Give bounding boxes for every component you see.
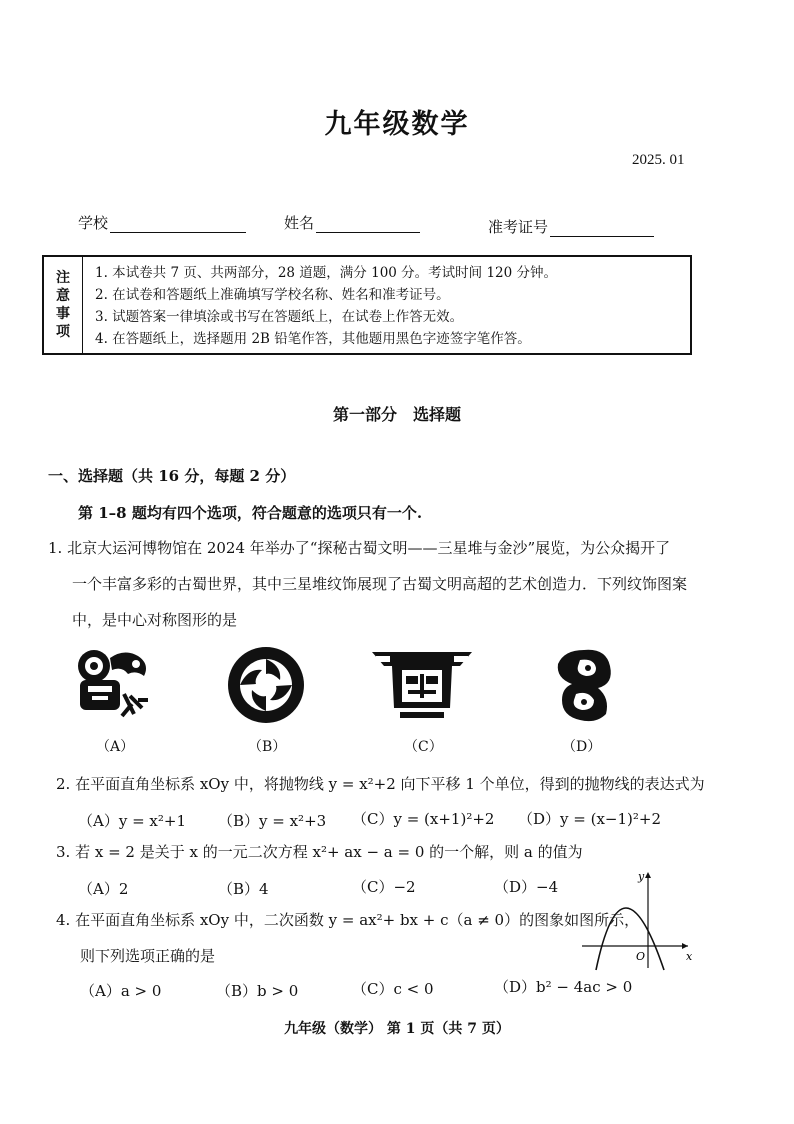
school-label: 学校 [78,214,109,232]
page-title: 九年级数学 [324,109,470,140]
q4-stem: 4. 在平面直角坐标系 xOy 中，二次函数 y = ax²+ bx + c（a ≠ 0）的图象如图所示， [56,911,640,929]
section-note: 第 1–8 题均有四个选项，符合题意的选项只有一个. [78,504,423,522]
school-blank[interactable] [110,216,246,233]
q4-stem-2: 则下列选项正确的是 [80,947,216,965]
q2-stem: 2. 在平面直角坐标系 xOy 中，将抛物线 y = x²+2 向下平移 1 个单位，得到的抛物线的表达式为 [56,775,705,793]
name-field[interactable] [284,212,420,233]
q3-option-c[interactable]: （C）−2 [352,878,416,896]
q3-option-a[interactable]: （A）2 [78,880,129,898]
q3-option-d[interactable]: （D）−4 [494,878,559,896]
notice-list [83,257,557,353]
notice-heading: 注 意 事 项 [44,257,83,353]
pattern-d-label: （D） [562,739,602,755]
q2-option-c[interactable]: （C）y = (x+1)²+2 [352,810,495,828]
q4-parabola-graph [576,868,696,972]
exam-id-blank[interactable] [550,220,654,237]
q3-stem: 3. 若 x = 2 是关于 x 的一元二次方程 x²+ ax − a = 0 的一个解，则 a 的值为 [56,843,583,861]
q4-option-d[interactable]: （D）b² − 4ac > 0 [494,978,633,996]
pattern-b-label: （B） [248,739,287,755]
notice-item: 2. 在试卷和答题纸上准确填写学校名称、姓名和准考证号。 [95,287,450,303]
pattern-d-icon [540,644,628,726]
y-axis-label: y [638,870,645,883]
part-title: 第一部分 选择题 [332,405,461,424]
notice-item: 3. 试题答案一律填涂或书写在答题纸上，在试卷上作答无效。 [95,309,464,325]
pattern-c-label: （C） [404,739,443,755]
q4-option-c[interactable]: （C）c < 0 [352,980,434,998]
q2-option-a[interactable]: （A）y = x²+1 [78,812,186,830]
page-footer: 九年级（数学） 第 1 页（共 7 页） [284,1021,510,1037]
q4-option-a[interactable]: （A）a > 0 [80,982,162,1000]
q1-line-3: 中，是中心对称图形的是 [72,611,238,629]
name-label: 姓名 [284,214,315,232]
pattern-a-label: （A） [96,739,135,755]
pattern-a-icon [72,644,160,726]
section-title: 一、选择题（共 16 分，每题 2 分） [48,467,296,485]
q1-line-1: 1. 北京大运河博物馆在 2024 年举办了“探秘古蜀文明——三星堆与金沙”展览，为公众揭开了 [48,539,671,557]
x-axis-label: x [686,950,693,963]
notice-box [42,255,692,355]
pattern-b-icon [222,644,310,726]
q2-option-b[interactable]: （B）y = x²+3 [218,812,327,830]
origin-label: O [636,950,646,963]
parabola-curve [596,908,664,970]
q1-line-2: 一个丰富多彩的古蜀世界，其中三星堆纹饰展现了古蜀文明高超的艺术创造力．下列纹饰图案 [72,575,688,593]
q2-option-d[interactable]: （D）y = (x−1)²+2 [518,810,662,828]
exam-id-field[interactable] [488,216,654,237]
exam-id-label: 准考证号 [488,218,549,236]
school-field[interactable] [78,212,246,233]
q4-option-b[interactable]: （B）b > 0 [216,982,299,1000]
exam-date: 2025. 01 [632,152,685,168]
q3-option-b[interactable]: （B）4 [218,880,269,898]
notice-item: 4. 在答题纸上，选择题用 2B 铅笔作答，其他题用黑色字迹签字笔作答。 [95,331,531,347]
name-blank[interactable] [316,216,420,233]
pattern-c-icon [370,644,474,726]
notice-item: 1. 本试卷共 7 页、共两部分，28 道题，满分 100 分。考试时间 120 分钟。 [95,265,558,281]
